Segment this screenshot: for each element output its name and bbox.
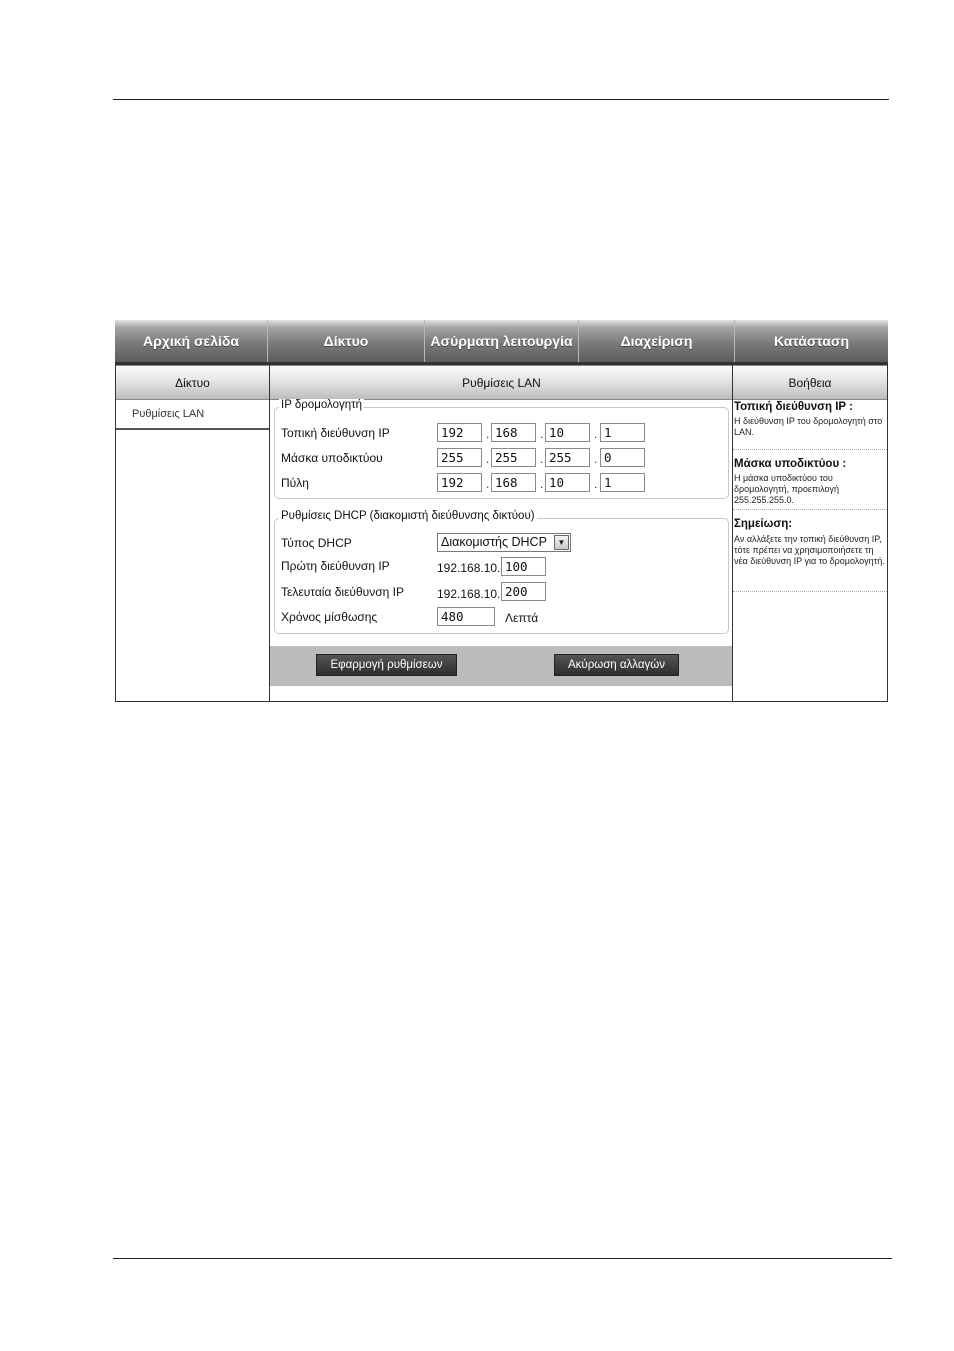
dot: . [486, 452, 490, 466]
router-admin-panel [115, 320, 888, 702]
local-ip-octet-2[interactable] [491, 423, 536, 442]
dot: . [540, 452, 544, 466]
chevron-down-icon[interactable]: ▼ [554, 535, 569, 550]
button-bar [270, 646, 732, 686]
help-title: Βοήθεια [733, 365, 887, 400]
dhcp-legend: Ρυθμίσεις DHCP (διακομιστή διεύθυνσης δικτύου) [281, 510, 535, 522]
help-section-subnet [733, 450, 887, 510]
sidebar [115, 365, 270, 702]
dhcp-fieldset [274, 510, 729, 634]
dot: . [594, 452, 598, 466]
help-section-local-ip [733, 400, 887, 450]
cancel-changes-button[interactable]: Ακύρωση αλλαγών [554, 654, 679, 676]
help-section-body: Η διεύθυνση IP του δρομολογητή στο LAN. [734, 416, 883, 437]
help-section-note [733, 510, 887, 592]
router-ip-fieldset [274, 399, 729, 499]
help-panel [732, 365, 888, 702]
header-rule [113, 99, 889, 100]
gateway-octet-1[interactable] [437, 473, 482, 492]
first-ip-label: Πρώτη διεύθυνση IP [281, 559, 390, 573]
help-section-title: Σημείωση: [734, 518, 793, 530]
gateway-octet-3[interactable] [545, 473, 590, 492]
dhcp-type-label: Τύπος DHCP [281, 536, 352, 550]
dot: . [486, 477, 490, 491]
sidebar-title: Δίκτυο [116, 365, 269, 400]
local-ip-octet-3[interactable] [545, 423, 590, 442]
sidebar-item-lan-settings[interactable]: Ρυθμίσεις LAN [116, 400, 269, 430]
lease-time-unit: Λεπτά [505, 611, 539, 625]
subnet-octet-3[interactable] [545, 448, 590, 467]
nav-management[interactable]: Διαχείριση [579, 320, 735, 362]
subnet-octet-1[interactable] [437, 448, 482, 467]
dhcp-type-value: Διακομιστής DHCP [441, 535, 547, 549]
help-section-title: Μάσκα υποδικτύου : [734, 458, 847, 470]
main-content [270, 365, 733, 702]
lease-time-input[interactable] [437, 607, 495, 626]
subnet-octet-4[interactable] [600, 448, 645, 467]
local-ip-octet-4[interactable] [600, 423, 645, 442]
local-ip-label: Τοπική διεύθυνση IP [281, 426, 390, 440]
top-nav [115, 320, 888, 365]
dhcp-type-select[interactable] [437, 533, 571, 552]
dot: . [540, 477, 544, 491]
footer-rule [113, 1258, 892, 1259]
subnet-octet-2[interactable] [491, 448, 536, 467]
nav-home[interactable]: Αρχική σελίδα [115, 320, 268, 362]
nav-status[interactable]: Κατάσταση [773, 333, 850, 349]
help-section-title: Τοπική διεύθυνση IP : [734, 401, 853, 413]
last-ip-prefix: 192.168.10. [437, 587, 501, 601]
dot: . [594, 477, 598, 491]
lease-time-label: Χρόνος μίσθωσης [281, 610, 378, 624]
dot: . [594, 427, 598, 441]
help-section-body: Η μάσκα υποδικτύου του δρομολογητή, προεπιλογή 255.255.255.0. [734, 473, 840, 505]
apply-settings-button[interactable]: Εφαρμογή ρυθμίσεων [316, 654, 457, 676]
first-ip-input[interactable] [501, 557, 546, 576]
nav-network[interactable]: Δίκτυο [268, 320, 425, 362]
main-title: Ρυθμίσεις LAN [270, 365, 733, 400]
dot: . [540, 427, 544, 441]
nav-wireless[interactable]: Ασύρματη λειτουργία [425, 320, 579, 362]
first-ip-prefix: 192.168.10. [437, 561, 501, 575]
dot: . [486, 427, 490, 441]
router-ip-legend: IP δρομολογητή [281, 399, 363, 411]
last-ip-label: Τελευταία διεύθυνση IP [281, 585, 404, 599]
local-ip-octet-1[interactable] [437, 423, 482, 442]
help-section-body: Αν αλλάξετε την τοπική διεύθυνση IP, τότε πρέπει να χρησιμοποιήσετε τη νέα διεύθυνση IP για το δρομολογητή. [734, 534, 885, 566]
last-ip-input[interactable] [501, 582, 546, 601]
gateway-octet-4[interactable] [600, 473, 645, 492]
gateway-label: Πύλη [281, 476, 309, 490]
gateway-octet-2[interactable] [491, 473, 536, 492]
subnet-mask-label: Μάσκα υποδικτύου [281, 451, 383, 465]
